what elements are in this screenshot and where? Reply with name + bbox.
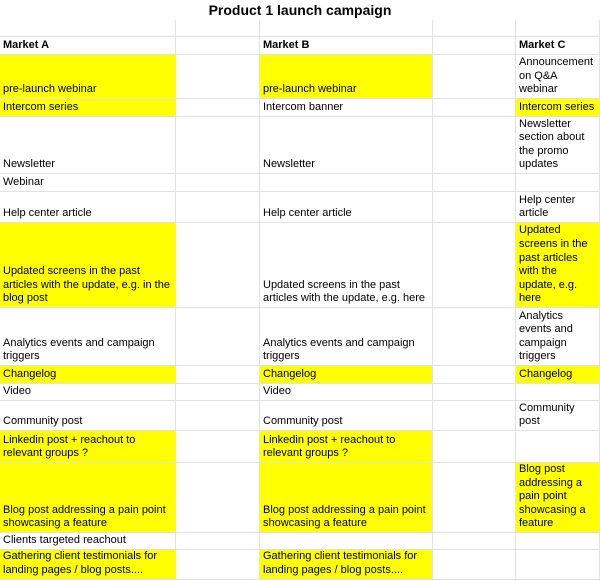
cell-text: Updated screens in the past articles with the update, e.g. here [263, 278, 426, 305]
cell-text: Linkedin post + reachout to relevant groups ? [263, 433, 396, 460]
empty-cell[interactable] [433, 192, 516, 223]
cell-text: Webinar [3, 176, 44, 189]
empty-cell[interactable] [176, 55, 260, 99]
cell-text: Gathering client testimonials for landing pages / blog posts.... [263, 550, 418, 576]
table-cell[interactable] [260, 55, 433, 99]
cell-text: pre-launch webinar [263, 83, 357, 96]
table-cell[interactable] [0, 192, 176, 223]
table-cell[interactable] [0, 431, 176, 463]
table-cell[interactable] [0, 533, 176, 550]
table-cell[interactable] [0, 99, 176, 117]
cell-text: pre-launch webinar [3, 83, 97, 96]
empty-cell[interactable] [176, 384, 260, 401]
cell-text: Community post [263, 415, 343, 428]
empty-cell[interactable] [433, 550, 516, 580]
table-cell[interactable] [516, 223, 600, 308]
cell-text: Analytics events and campaign triggers [3, 336, 155, 363]
empty-cell[interactable] [433, 37, 516, 55]
table-cell[interactable] [0, 55, 176, 99]
table-cell[interactable] [0, 117, 176, 174]
cell-text: Help center article [519, 193, 576, 220]
empty-cell[interactable] [176, 463, 260, 533]
table-cell[interactable] [0, 401, 176, 431]
cell-text: Community post [3, 415, 83, 428]
cell-text: Community post [519, 401, 575, 428]
empty-cell[interactable] [176, 366, 260, 384]
table-cell[interactable] [260, 401, 433, 431]
empty-cell[interactable] [433, 463, 516, 533]
cell-text: Gathering client testimonials for landing pages / blog posts.... [3, 550, 158, 576]
empty-cell[interactable] [176, 192, 260, 223]
empty-cell[interactable] [433, 401, 516, 431]
empty-cell[interactable] [176, 550, 260, 580]
table-cell[interactable] [516, 99, 600, 117]
empty-cell[interactable] [516, 174, 600, 192]
empty-cell[interactable] [433, 20, 516, 37]
table-cell[interactable] [0, 384, 176, 401]
empty-cell[interactable] [260, 533, 433, 550]
table-cell[interactable] [260, 384, 433, 401]
cell-text: Video [3, 385, 31, 398]
table-cell[interactable] [260, 550, 433, 580]
cell-text: Blog post addressing a pain point showcasing a feature [519, 463, 586, 530]
cell-text: Updated screens in the past articles with the update, e.g. in the blog post [3, 265, 170, 305]
cell-text: Intercom series [519, 101, 595, 114]
cell-text: Changelog [519, 368, 573, 381]
table-cell[interactable] [516, 117, 600, 174]
cell-text: Newsletter [3, 158, 55, 171]
empty-cell[interactable] [176, 37, 260, 55]
empty-cell[interactable] [176, 20, 260, 37]
table-cell[interactable] [0, 223, 176, 308]
empty-cell[interactable] [176, 431, 260, 463]
empty-cell[interactable] [176, 174, 260, 192]
empty-cell[interactable] [433, 366, 516, 384]
column-header[interactable] [260, 37, 433, 55]
cell-text: Intercom series [3, 101, 79, 114]
cell-text: Market B [263, 39, 310, 52]
table-cell[interactable] [260, 463, 433, 533]
empty-cell[interactable] [433, 117, 516, 174]
empty-cell[interactable] [433, 223, 516, 308]
empty-cell[interactable] [433, 55, 516, 99]
table-cell[interactable] [260, 117, 433, 174]
table-cell[interactable] [260, 431, 433, 463]
table-cell[interactable] [260, 192, 433, 223]
empty-cell[interactable] [433, 174, 516, 192]
cell-text: Video [263, 385, 291, 398]
empty-cell[interactable] [176, 223, 260, 308]
empty-cell[interactable] [176, 308, 260, 366]
table-cell[interactable] [260, 99, 433, 117]
column-header[interactable] [0, 37, 176, 55]
cell-text: Updated screens in the past articles with the update, e.g. here [519, 224, 588, 305]
empty-cell[interactable] [433, 384, 516, 401]
cell-text: Newsletter section about the promo updates [519, 117, 585, 171]
table-cell[interactable] [260, 223, 433, 308]
cell-text: Help center article [263, 207, 352, 220]
empty-cell[interactable] [176, 533, 260, 550]
empty-cell[interactable] [0, 20, 176, 37]
empty-cell[interactable] [516, 431, 600, 463]
cell-text: Intercom banner [263, 101, 344, 114]
empty-cell[interactable] [176, 401, 260, 431]
empty-cell[interactable] [433, 431, 516, 463]
table-cell[interactable] [516, 401, 600, 431]
table-cell[interactable] [0, 463, 176, 533]
cell-text: Changelog [3, 368, 57, 381]
empty-cell[interactable] [516, 550, 600, 580]
column-header[interactable] [516, 37, 600, 55]
table-cell[interactable] [516, 308, 600, 366]
table-cell[interactable] [516, 192, 600, 223]
empty-cell[interactable] [260, 174, 433, 192]
empty-cell[interactable] [433, 308, 516, 366]
table-cell[interactable] [260, 366, 433, 384]
empty-cell[interactable] [516, 384, 600, 401]
table-cell[interactable] [516, 463, 600, 533]
table-cell[interactable] [516, 55, 600, 99]
empty-cell[interactable] [433, 533, 516, 550]
cell-text: Market A [3, 39, 50, 52]
table-cell[interactable] [0, 366, 176, 384]
cell-text: Analytics events and campaign triggers [519, 309, 573, 363]
sheet-title: Product 1 launch campaign [208, 2, 392, 18]
cell-text: Changelog [263, 368, 317, 381]
cell-text: Clients targeted reachout [3, 534, 126, 547]
cell-text: Linkedin post + reachout to relevant groups ? [3, 433, 136, 460]
empty-cell[interactable] [433, 99, 516, 117]
empty-cell[interactable] [516, 20, 600, 37]
table-cell[interactable] [516, 366, 600, 384]
cell-text: Help center article [3, 207, 92, 220]
cell-text: Blog post addressing a pain point showcasing a feature [3, 503, 166, 530]
cell-text: Announcement on Q&A webinar [519, 56, 593, 96]
table-cell[interactable] [0, 550, 176, 580]
table-cell[interactable] [260, 308, 433, 366]
cell-text: Market C [519, 39, 566, 52]
cell-text: Blog post addressing a pain point showcasing a feature [263, 503, 426, 530]
cell-text: Newsletter [263, 158, 315, 171]
table-cell[interactable] [0, 174, 176, 192]
cell-text: Analytics events and campaign triggers [263, 336, 415, 363]
empty-cell[interactable] [260, 20, 433, 37]
empty-cell[interactable] [176, 99, 260, 117]
table-cell[interactable] [0, 308, 176, 366]
empty-cell[interactable] [176, 117, 260, 174]
empty-cell[interactable] [516, 533, 600, 550]
